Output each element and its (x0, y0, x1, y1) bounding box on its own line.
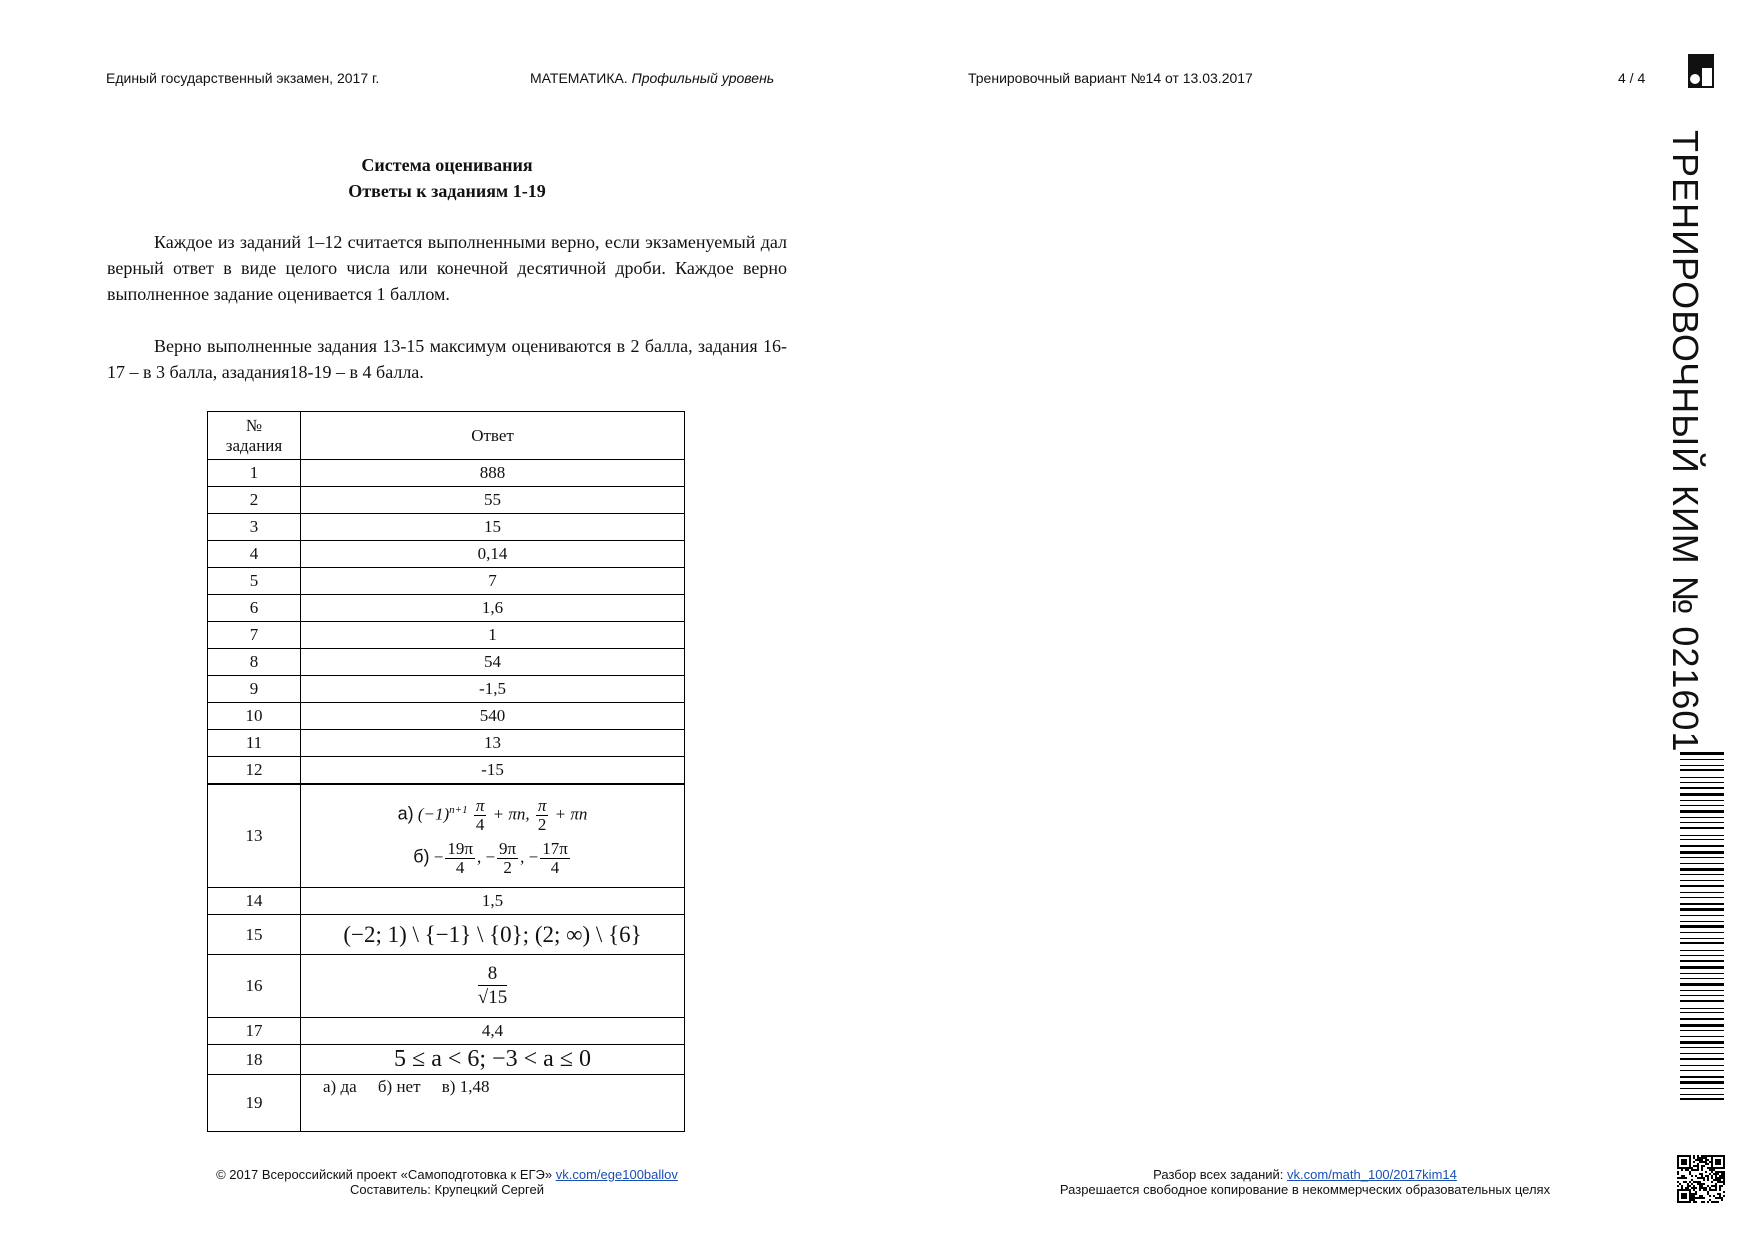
task-answer: 888 (301, 460, 685, 487)
formula-exponent: n+1 (449, 803, 468, 816)
header-subject-name: МАТЕМАТИКА. (530, 70, 628, 86)
task-number: 15 (208, 915, 301, 955)
task-answer: (−2; 1) \ {−1} \ {0}; (2; ∞) \ {6} (301, 915, 685, 955)
header-subject (530, 70, 774, 86)
table-row (208, 541, 685, 568)
table-row (208, 888, 685, 915)
footer-link-ege100ballov[interactable]: vk.com/ege100ballov (555, 1167, 678, 1182)
task-answer: 1,5 (301, 888, 685, 915)
footer-link-math100[interactable]: vk.com/math_100/2017kim14 (1287, 1167, 1457, 1182)
task-number: 3 (208, 514, 301, 541)
task-number: 18 (208, 1045, 301, 1075)
task-answer: 13 (301, 730, 685, 757)
title-line-2: Ответы к заданиям 1-19 (348, 181, 546, 201)
task-number: 8 (208, 649, 301, 676)
fraction-numerator: 17π (542, 838, 568, 858)
paragraph-2: Верно выполненные задания 13-15 максимум оцениваются в 2 балла, задания 16-17 – в 3 балла, азадания18-19 – в 4 балла. (107, 336, 787, 382)
table-row (208, 568, 685, 595)
task-answer: 1,6 (301, 595, 685, 622)
barcode-icon (1680, 752, 1724, 1100)
footer-left-line-1 (187, 1167, 707, 1182)
fraction-denominator: √15 (477, 986, 508, 1008)
table-row (208, 955, 685, 1018)
header-num-symbol: № (245, 415, 263, 435)
task-answer: 1 (301, 622, 685, 649)
task-answer-13 (301, 784, 685, 888)
table-row (208, 703, 685, 730)
minus-sign: − (485, 847, 496, 867)
formula-base: (−1) (417, 804, 450, 824)
header-variant: Тренировочный вариант №14 от 13.03.2017 (968, 70, 1253, 86)
fraction-pi-2 (536, 797, 549, 834)
minus-sign: − (528, 847, 539, 867)
qr-code-icon (1677, 1155, 1725, 1203)
task-number: 10 (208, 703, 301, 730)
task-number: 11 (208, 730, 301, 757)
task-answer-16 (301, 955, 685, 1018)
table-row (208, 622, 685, 649)
task-number: 6 (208, 595, 301, 622)
task-answer: 55 (301, 487, 685, 514)
footer-copyright: © 2017 Всероссийский проект «Самоподготовка к ЕГЭ» (216, 1167, 553, 1182)
formula-term: + πn (554, 804, 588, 824)
title-line-1: Система оценивания (361, 155, 533, 175)
table-header-row (208, 412, 685, 460)
side-title-text: ТРЕНИРОВОЧНЫЙ КИМ № 021601 (1665, 130, 1706, 753)
table-row (208, 487, 685, 514)
table-row (208, 514, 685, 541)
task-answer: 4,4 (301, 1018, 685, 1045)
task-answer: 7 (301, 568, 685, 595)
header-num-label: задания (225, 435, 283, 455)
footer-right-line-1 (1010, 1167, 1600, 1182)
fraction-numerator: π (537, 795, 547, 815)
fraction-numerator: 9π (499, 838, 517, 858)
table-row (208, 649, 685, 676)
page-title (107, 152, 787, 204)
fraction-pi-4 (474, 797, 487, 834)
answers-table (207, 411, 685, 1132)
task-answer: 0,14 (301, 541, 685, 568)
fraction-numerator: π (475, 795, 485, 815)
task-number: 1 (208, 460, 301, 487)
part-a-label: а) (397, 803, 414, 824)
task-number: 5 (208, 568, 301, 595)
fraction-denominator: 2 (503, 857, 512, 877)
fraction-9pi-2 (497, 840, 518, 877)
footer-author: Составитель: Крупецкий Сергей (349, 1182, 544, 1197)
fraction-denominator: 4 (475, 814, 485, 834)
table-row (208, 915, 685, 955)
fraction-19pi-4 (445, 840, 475, 877)
header-num-cell (208, 412, 301, 460)
answer-13b (301, 840, 684, 877)
task-number: 14 (208, 888, 301, 915)
formula-term: + πn, (492, 804, 530, 824)
answer-13a (301, 797, 684, 834)
task-number: 19 (208, 1075, 301, 1132)
part-b-label: б) (413, 846, 430, 867)
comma: , (520, 847, 525, 867)
table-row (208, 460, 685, 487)
footer-analysis-label: Разбор всех заданий: (1153, 1167, 1284, 1182)
task-number: 12 (208, 757, 301, 784)
fraction-denominator: 4 (455, 857, 465, 877)
comma: , (476, 847, 482, 867)
table-row (208, 1075, 685, 1132)
task-answer: -15 (301, 757, 685, 784)
fraction-numerator: 8 (478, 963, 507, 986)
fraction-denominator: 4 (550, 857, 560, 877)
task-number: 2 (208, 487, 301, 514)
task-answer: 15 (301, 514, 685, 541)
table-row (208, 1018, 685, 1045)
fraction-denominator: 2 (537, 814, 547, 834)
header-level: Профильный уровень (631, 70, 775, 86)
table-row (208, 595, 685, 622)
task-number: 16 (208, 955, 301, 1018)
header-answer-cell: Ответ (301, 412, 685, 460)
table-row (208, 757, 685, 784)
footer-left (187, 1167, 707, 1197)
table-row-13 (208, 784, 685, 888)
table-row (208, 1045, 685, 1075)
task-answer: 5 ≤ a < 6; −3 < a ≤ 0 (301, 1045, 685, 1075)
task-number: 13 (208, 784, 301, 888)
task-answer: а) да б) нет в) 1,48 (301, 1075, 685, 1132)
paragraph-1: Каждое из заданий 1–12 считается выполненными верно, если экзаменуемый дал верный ответ в виде целого числа или конечной десятичной дроби. Каждое верно выполненное задание оценивается 1 баллом. (107, 232, 787, 304)
task-answer: 54 (301, 649, 685, 676)
task-number: 17 (208, 1018, 301, 1045)
task-number: 7 (208, 622, 301, 649)
footer-copy-notice: Разрешается свободное копирование в некоммерческих образовательных целях (1059, 1182, 1551, 1197)
fraction-numerator: 19π (447, 838, 473, 858)
table-row (208, 676, 685, 703)
table-row (208, 730, 685, 757)
task-number: 4 (208, 541, 301, 568)
page-number: 4 / 4 (1618, 70, 1646, 86)
fraction-17pi-4 (540, 840, 570, 877)
task-answer: 540 (301, 703, 685, 730)
corner-marker-icon (1688, 54, 1714, 88)
task-number: 9 (208, 676, 301, 703)
header-exam: Единый государственный экзамен, 2017 г. (106, 70, 380, 86)
minus-sign: − (433, 847, 444, 867)
side-title (1660, 130, 1720, 753)
fraction-8-sqrt15 (478, 963, 507, 1010)
footer-right (1010, 1167, 1600, 1197)
task-answer: -1,5 (301, 676, 685, 703)
